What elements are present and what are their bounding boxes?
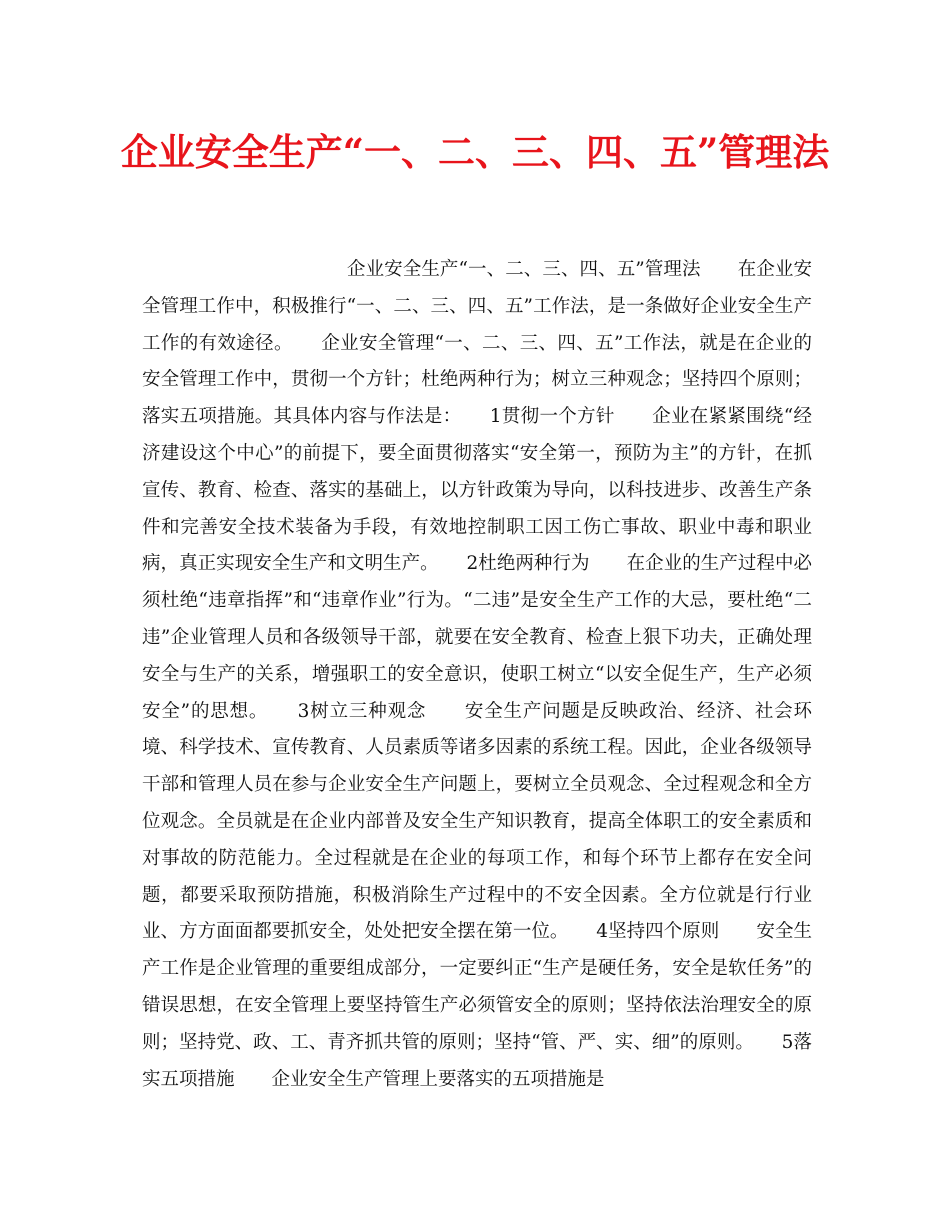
document-title: 企业安全生产“一、二、三、四、五”管理法	[120, 130, 830, 174]
document-body-paragraph: 企业安全生产“一、二、三、四、五”管理法 在企业安全管理工作中，积极推行“一、二、三、四、五”工作法，是一条做好企业安全生产工作的有效途径。 企业安全管理“一、二、三、四、五”工作法，就是在企业的安全管理工作中，贯彻一个方针；杜绝两种行为；树立三种观念；坚持四个原则；落实五项措施。其具体内容与作法是： 1贯彻一个方针 企业在紧紧围绕“经济建设这个中心”的前提下，要全面贯彻落实“安全第一，预防为主”的方针，在抓宣传、教育、检查、落实的基础上，以方针政策为导向，以科技进步、改善生产条件和完善安全技术装备为手段，有效地控制职工因工伤亡事故、职业中毒和职业病，真正实现安全生产和文明生产。 2杜绝两种行为 在企业的生产过程中必须杜绝“违章指挥”和“违章作业”行为。“二违”是安全生产工作的大忌，要杜绝“二违”企业管理人员和各级领导干部，就要在安全教育、检查上狠下功夫，正确处理安全与生产的关系，增强职工的安全意识，使职工树立“以安全促生产，生产必须安全”的思想。 3树立三种观念 安全生产问题是反映政治、经济、社会环境、科学技术、宣传教育、人员素质等诸多因素的系统工程。因此，企业各级领导干部和管理人员在参与企业安全生产问题上，要树立全员观念、全过程观念和全方位观念。全员就是在企业内部普及安全生产知识教育，提高全体职工的安全素质和对事故的防范能力。全过程就是在企业的每项工作，和每个环节上都存在安全问题，都要采取预防措施，积极消除生产过程中的不安全因素。全方位就是行行业业、方方面面都要抓安全，处处把安全摆在第一位。 4坚持四个原则 安全生产工作是企业管理的重要组成部分，一定要纠正“生产是硬任务，安全是软任务”的错误思想，在安全管理上要坚持管生产必须管安全的原则；坚持依法治理安全的原则；坚持党、政、工、青齐抓共管的原则；坚持“管、严、实、细”的原则。 5落实五项措施 企业安全生产管理上要落实的五项措施是	[142, 259, 812, 1090]
